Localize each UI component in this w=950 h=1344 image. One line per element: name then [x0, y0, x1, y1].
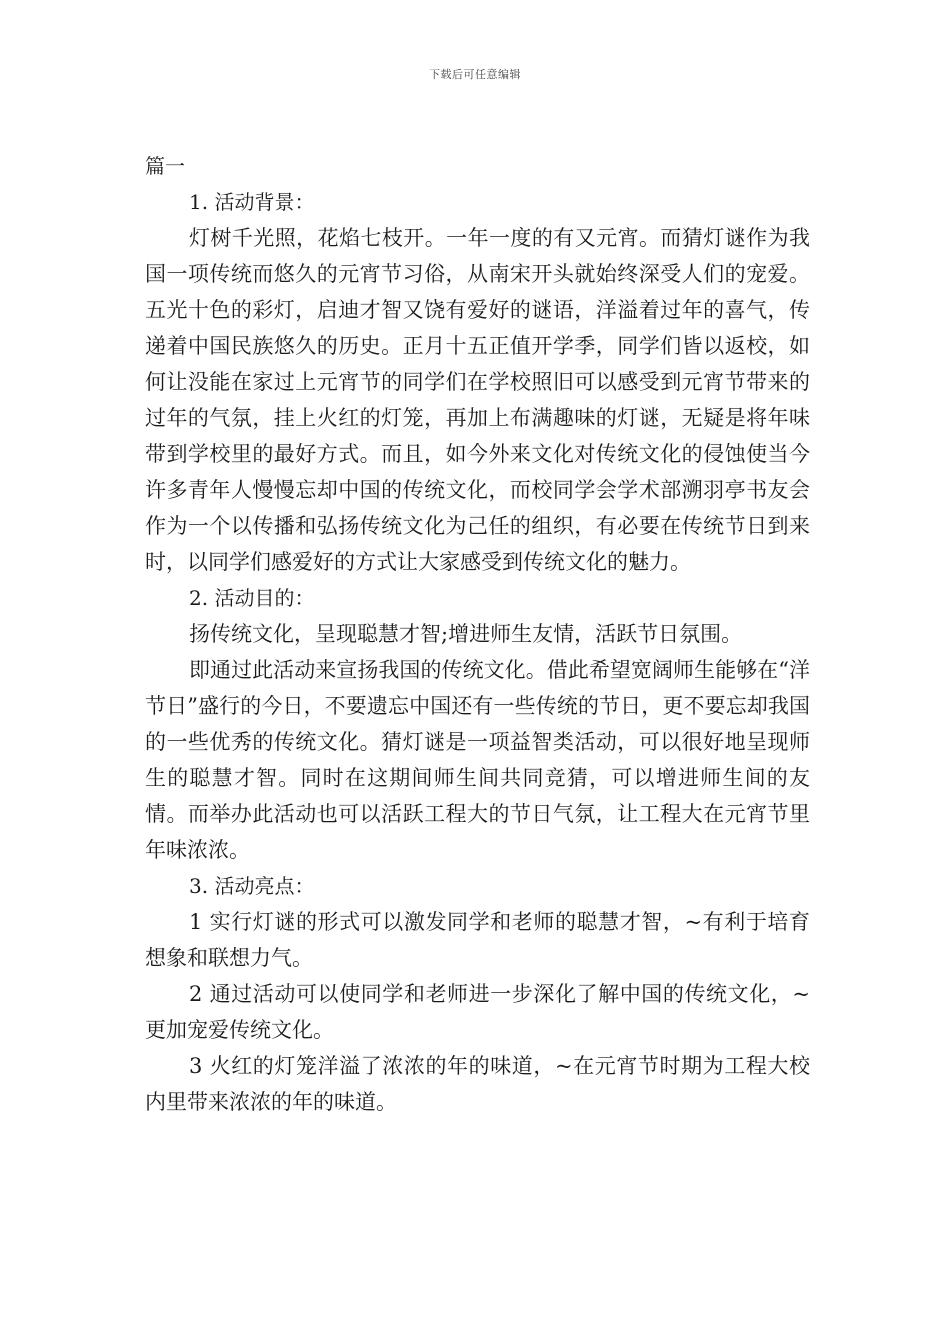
document-body — [145, 148, 810, 1120]
heading-purpose: 2. 活动目的： — [189, 586, 315, 610]
header-note: 下载后可任意编辑 — [429, 68, 521, 81]
highlight-item-3: 3 火红的灯笼洋溢了浓浓的年的味道，~在元宵节时期为工程大校内里带来浓浓的年的味道。 — [145, 1054, 810, 1114]
paragraph-background: 灯树千光照，花焰七枝开。一年一度的有又元宵。而猜灯谜作为我国一项传统而悠久的元宵节习俗，从南宋开头就始终深受人们的宠爱。五光十色的彩灯，启迪才智又饶有爱好的谜语，洋溢着过年的喜气，传递着中国民族悠久的历史。正月十五正值开学季，同学们皆以返校，如何让没能在家过上元宵节的同学们在学校照旧可以感受到元宵节带来的过年的气氛，挂上火红的灯笼，再加上布满趣味的灯谜，无疑是将年味带到学校里的最好方式。而且，如今外来文化对传统文化的侵蚀使当今许多青年人慢慢忘却中国的传统文化，而校同学会学术部溯羽亭书友会作为一个以传播和弘扬传统文化为己任的组织，有必要在传统节日到来时，以同学们感爱好的方式让大家感受到传统文化的魅力。 — [145, 226, 810, 574]
heading-background: 1. 活动背景： — [189, 190, 315, 214]
section-title: 篇一 — [145, 154, 185, 178]
paragraph-purpose-detail: 即通过此活动来宣扬我国的传统文化。借此希望宽阔师生能够在“洋节日”盛行的今日，不要遗忘中国还有一些传统的节日，更不要忘却我国的一些优秀的传统文化。猜灯谜是一项益智类活动，可以很好地呈现师生的聪慧才智。同时在这期间师生间共同竞猜，可以增进师生间的友情。而举办此活动也可以活跃工程大的节日气氛，让工程大在元宵节里年味浓浓。 — [145, 658, 810, 862]
heading-highlights: 3. 活动亮点： — [189, 874, 315, 898]
highlight-item-2: 2 通过活动可以使同学和老师进一步深化了解中国的传统文化，~更加宠爱传统文化。 — [145, 982, 810, 1042]
highlight-item-1: 1 实行灯谜的形式可以激发同学和老师的聪慧才智，~有利于培育想象和联想力气。 — [145, 910, 810, 970]
paragraph-purpose-summary: 扬传统文化，呈现聪慧才智;增进师生友情，活跃节日氛围。 — [189, 622, 743, 646]
